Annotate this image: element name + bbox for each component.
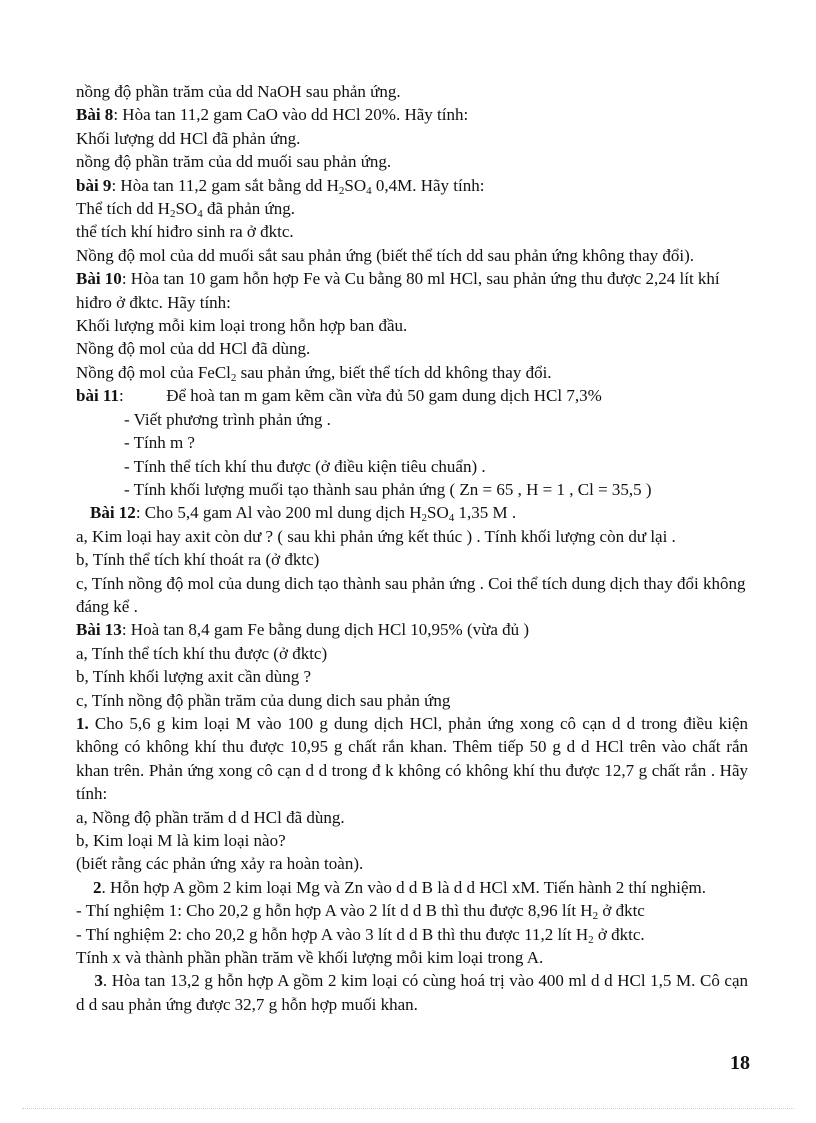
text-line	[76, 618, 748, 641]
text-line	[76, 478, 748, 501]
text-line	[76, 455, 748, 478]
text-line	[76, 806, 748, 829]
text-line	[76, 876, 748, 899]
line-text: : Hòa tan 11,2 gam sắt bằng dd $H_2SO_4$ 0,4M. Hãy tính:	[111, 175, 485, 197]
line-text: 3. Hòa tan 13,2 g hỗn hợp A gồm 2 kim loại có cùng hoá trị vào 400 ml d d HCl 1,5 M. Cô cạn d d sau phản ứng được 32,7 g hỗn hợp muối khan.	[76, 971, 749, 1014]
document-body	[76, 80, 748, 1016]
line-text: nồng độ phần trăm của dd NaOH sau phản ứng.	[76, 82, 401, 101]
text-line	[76, 572, 748, 619]
line-text: a, Nồng độ phần trăm d d HCl đã dùng.	[76, 807, 345, 827]
text-line	[76, 969, 748, 1016]
line-text: - Tính thể tích khí thu được (ở điều kiện tiêu chuẩn) .	[124, 456, 486, 476]
text-line	[76, 525, 748, 548]
text-line	[76, 267, 748, 314]
line-text: Thể tích dd $H_2SO_4$ đã phản ứng.	[76, 199, 295, 221]
line-text: Nồng độ mol của FeCl$_2$ sau phản ứng, biết thể tích dd không thay đổi.	[76, 362, 552, 384]
text-line	[76, 712, 748, 806]
text-line	[76, 501, 748, 524]
text-line	[76, 899, 748, 922]
text-line	[76, 642, 748, 665]
line-text: : Cho 5,4 gam Al vào 200 ml dung dịch $H_2SO_4$ 1,35 M .	[135, 503, 517, 525]
text-line	[76, 408, 748, 431]
line-text: Tính x và thành phần phần trăm về khối lượng mỗi kim loại trong A.	[76, 948, 544, 968]
line-text: : Hòa tan 11,2 gam CaO vào dd HCl 20%. Hãy tính:	[113, 105, 469, 125]
text-line	[76, 361, 748, 384]
text-line	[76, 127, 748, 150]
text-line	[76, 946, 748, 969]
text-line	[76, 174, 748, 197]
exercise-label: Bài 10	[76, 269, 122, 289]
text-line	[76, 852, 748, 875]
line-text: b, Tính khối lượng axit cần dùng ?	[76, 667, 312, 687]
exercise-label: Bài 12	[90, 503, 136, 523]
line-text: c, Tính nồng độ phần trăm của dung dich sau phản ứng	[76, 690, 451, 710]
exercise-label: 1.	[76, 713, 89, 733]
footer-divider	[22, 1108, 794, 1109]
text-line	[76, 244, 748, 267]
text-line	[76, 829, 748, 852]
text-line	[76, 103, 748, 126]
line-text: Nồng độ mol của dd HCl đã dùng.	[76, 339, 311, 359]
line-text: nồng độ phần trăm của dd muối sau phản ứng.	[76, 152, 392, 172]
line-text: 2. Hỗn hợp A gồm 2 kim loại Mg và Zn vào d d B là d d HCl xM. Tiến hành 2 thí nghiệm.	[93, 877, 706, 897]
line-text: Cho 5,6 g kim loại M vào 100 g dung dịch HCl, phản ứng xong cô cạn d d trong điều kiện không có không khí thu được 10,95 g chất rắn khan. Thêm tiếp 50 g d d HCl trên vào chất rắn khan trên. Phản ứng xong cô cạn d d trong đ k không có không khí thu được 12,7 g chất rắn . Hãy tính:	[76, 713, 748, 804]
line-text: : Để hoà tan m gam kẽm cần vừa đủ 50 gam dung dịch HCl 7,3%	[119, 386, 602, 406]
line-text: thể tích khí hiđro sinh ra ở đktc.	[76, 222, 294, 242]
text-line	[76, 80, 748, 103]
text-line	[76, 220, 748, 243]
exercise-label: bài 11	[76, 386, 119, 406]
line-text: - Tính khối lượng muối tạo thành sau phản ứng ( Zn = 65 , H = 1 , Cl = 35,5 )	[124, 479, 652, 499]
text-line	[76, 314, 748, 337]
line-text: a, Tính thể tích khí thu được (ở đktc)	[76, 643, 328, 663]
line-text: b, Tính thể tích khí thoát ra (ở đktc)	[76, 550, 320, 570]
line-text: - Thí nghiệm 2: cho 20,2 g hỗn hợp A vào 3 lít d d B thì thu được 11,2 lít $H_2$ ở đktc.	[76, 924, 645, 946]
line-text: : Hoà tan 8,4 gam Fe bằng dung dịch HCl 10,95% (vừa đủ )	[121, 620, 530, 640]
page-number: 18	[730, 1052, 750, 1074]
text-line	[76, 384, 748, 407]
line-text: Nồng độ mol của dd muối sắt sau phản ứng (biết thể tích dd sau phản ứng không thay đổi).	[76, 245, 695, 265]
line-text: Khối lượng mỗi kim loại trong hỗn hợp ban đầu.	[76, 316, 408, 336]
text-line	[76, 431, 748, 454]
text-line	[76, 197, 748, 220]
line-text: - Viết phương trình phản ứng .	[124, 409, 331, 429]
line-text: (biết rằng các phản ứng xảy ra hoàn toàn).	[76, 854, 364, 874]
line-text: c, Tính nồng độ mol của dung dich tạo thành sau phản ứng . Coi thể tích dung dịch thay đổi không đáng kể .	[76, 573, 746, 616]
exercise-label: Bài 13	[76, 620, 122, 640]
text-line	[76, 923, 748, 946]
exercise-label: bài 9	[76, 175, 112, 195]
text-line	[76, 337, 748, 360]
line-text: : Hòa tan 10 gam hỗn hợp Fe và Cu bằng 80 ml HCl, sau phản ứng thu được 2,24 lít khí hiđro ở đktc. Hãy tính:	[76, 269, 720, 312]
text-line	[76, 150, 748, 173]
line-text: - Thí nghiệm 1: Cho 20,2 g hỗn hợp A vào 2 lít d d B thì thu được 8,96 lít $H_2$ ở đktc	[76, 901, 645, 923]
line-text: a, Kim loại hay axit còn dư ? ( sau khi phản ứng kết thúc ) . Tính khối lượng còn dư lại .	[76, 526, 676, 546]
text-line	[76, 689, 748, 712]
text-line	[76, 665, 748, 688]
exercise-label: Bài 8	[76, 105, 114, 125]
line-text: - Tính m ?	[124, 433, 195, 453]
line-text: Khối lượng dd HCl đã phản ứng.	[76, 128, 301, 148]
text-line	[76, 548, 748, 571]
line-text: b, Kim loại M là kim loại nào?	[76, 831, 286, 850]
